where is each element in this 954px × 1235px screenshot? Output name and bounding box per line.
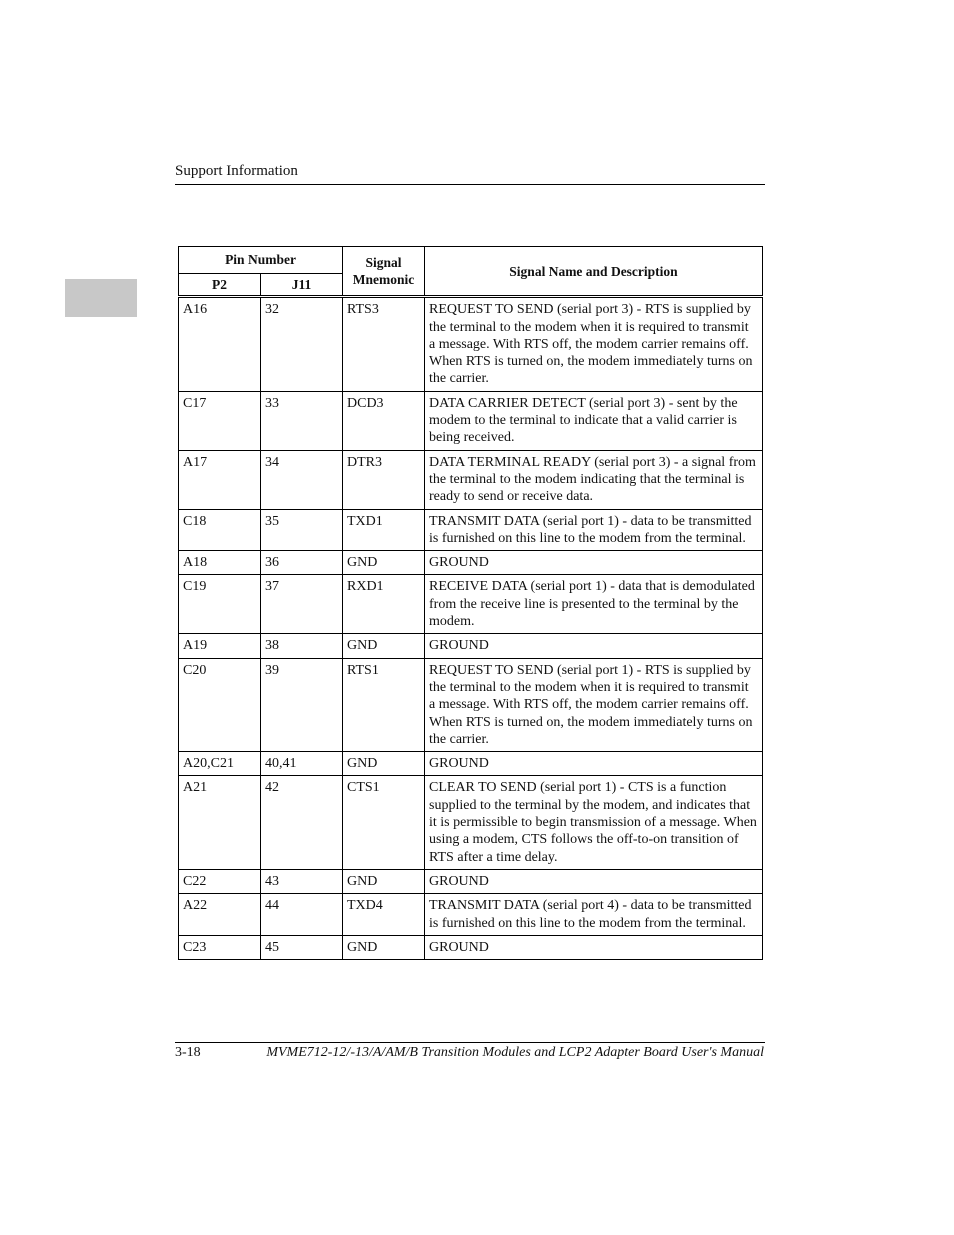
mnemonic-cell: TXD1 xyxy=(343,509,425,551)
p2-cell: A19 xyxy=(179,634,261,658)
mnemonic-cell: TXD4 xyxy=(343,894,425,936)
j11-cell: 33 xyxy=(261,391,343,450)
j11-cell: 44 xyxy=(261,894,343,936)
manual-title: MVME712-12/-13/A/AM/B Transition Modules and LCP2 Adapter Board User's Manual xyxy=(266,1045,764,1060)
table-body xyxy=(179,297,763,960)
description-cell: REQUEST TO SEND (serial port 3) - RTS is supplied by the terminal to the modem when it is required to transmit a message. With RTS off, the modem carrier remains off. When RTS is turned on, the modem immediately turns on the carrier. xyxy=(425,297,763,391)
mnemonic-cell: GND xyxy=(343,869,425,893)
mnemonic-cell: GND xyxy=(343,752,425,776)
description-cell: GROUND xyxy=(425,869,763,893)
table-row xyxy=(179,391,763,450)
description-cell: RECEIVE DATA (serial port 1) - data that is demodulated from the receive line is presented to the terminal by the modem. xyxy=(425,575,763,634)
table-row xyxy=(179,935,763,959)
p2-cell: A16 xyxy=(179,297,261,391)
mnemonic-cell: RXD1 xyxy=(343,575,425,634)
description-cell: GROUND xyxy=(425,752,763,776)
j11-cell: 35 xyxy=(261,509,343,551)
description-cell: GROUND xyxy=(425,551,763,575)
p2-cell: C18 xyxy=(179,509,261,551)
description-cell: TRANSMIT DATA (serial port 1) - data to be transmitted is furnished on this line to the modem from the terminal. xyxy=(425,509,763,551)
p2-cell: C17 xyxy=(179,391,261,450)
mnemonic-cell: GND xyxy=(343,551,425,575)
j11-cell: 34 xyxy=(261,450,343,509)
p2-cell: C22 xyxy=(179,869,261,893)
page-number: 3-18 xyxy=(175,1045,201,1060)
j11-cell: 36 xyxy=(261,551,343,575)
chapter-tab-marker xyxy=(65,279,137,317)
table-row xyxy=(179,869,763,893)
description-header: Signal Name and Description xyxy=(425,247,763,297)
p2-cell: A18 xyxy=(179,551,261,575)
description-cell: REQUEST TO SEND (serial port 1) - RTS is supplied by the terminal to the modem when it is required to transmit a message. With RTS off, the modem carrier remains off. When RTS is turned on, the modem immediately turns on the carrier. xyxy=(425,658,763,751)
mnemonic-cell: RTS3 xyxy=(343,297,425,391)
footer-divider xyxy=(175,1042,765,1043)
signal-mnemonic-header-line2: Mnemonic xyxy=(352,272,415,288)
description-cell: CLEAR TO SEND (serial port 1) - CTS is a function supplied to the terminal by the modem, and indicates that it is permissible to begin transmission of a message. When using a modem, CTS follows the off-to-on transition of RTS after a time delay. xyxy=(425,776,763,869)
j11-cell: 38 xyxy=(261,634,343,658)
description-cell: GROUND xyxy=(425,935,763,959)
running-header: Support Information xyxy=(175,163,298,179)
p2-cell: A22 xyxy=(179,894,261,936)
mnemonic-cell: DTR3 xyxy=(343,450,425,509)
mnemonic-cell: GND xyxy=(343,634,425,658)
description-cell: DATA CARRIER DETECT (serial port 3) - sent by the modem to the terminal to indicate that a valid carrier is being received. xyxy=(425,391,763,450)
table-row xyxy=(179,634,763,658)
table-row xyxy=(179,894,763,936)
mnemonic-cell: GND xyxy=(343,935,425,959)
j11-cell: 37 xyxy=(261,575,343,634)
table-row xyxy=(179,450,763,509)
description-cell: DATA TERMINAL READY (serial port 3) - a signal from the terminal to the modem indicating that the terminal is ready to send or receive data. xyxy=(425,450,763,509)
table-row xyxy=(179,509,763,551)
j11-header: J11 xyxy=(261,274,343,297)
p2-cell: C23 xyxy=(179,935,261,959)
p2-header: P2 xyxy=(179,274,261,297)
p2-cell: C19 xyxy=(179,575,261,634)
j11-cell: 40,41 xyxy=(261,752,343,776)
j11-cell: 43 xyxy=(261,869,343,893)
p2-cell: C20 xyxy=(179,658,261,751)
mnemonic-cell: CTS1 xyxy=(343,776,425,869)
pin-number-header: Pin Number xyxy=(179,247,343,274)
table-row xyxy=(179,297,763,391)
j11-cell: 39 xyxy=(261,658,343,751)
table-row xyxy=(179,658,763,751)
description-cell: TRANSMIT DATA (serial port 4) - data to be transmitted is furnished on this line to the modem from the terminal. xyxy=(425,894,763,936)
signal-mnemonic-header-line1: Signal xyxy=(365,254,402,270)
header-divider xyxy=(175,184,765,185)
table-row xyxy=(179,776,763,869)
j11-cell: 32 xyxy=(261,297,343,391)
mnemonic-cell: RTS1 xyxy=(343,658,425,751)
p2-cell: A21 xyxy=(179,776,261,869)
table-row xyxy=(179,575,763,634)
mnemonic-cell: DCD3 xyxy=(343,391,425,450)
p2-cell: A20,C21 xyxy=(179,752,261,776)
p2-cell: A17 xyxy=(179,450,261,509)
j11-cell: 42 xyxy=(261,776,343,869)
signal-mnemonic-header xyxy=(343,247,425,297)
description-cell: GROUND xyxy=(425,634,763,658)
table-row xyxy=(179,752,763,776)
j11-cell: 45 xyxy=(261,935,343,959)
table-row xyxy=(179,551,763,575)
pin-assignment-table xyxy=(178,246,763,960)
